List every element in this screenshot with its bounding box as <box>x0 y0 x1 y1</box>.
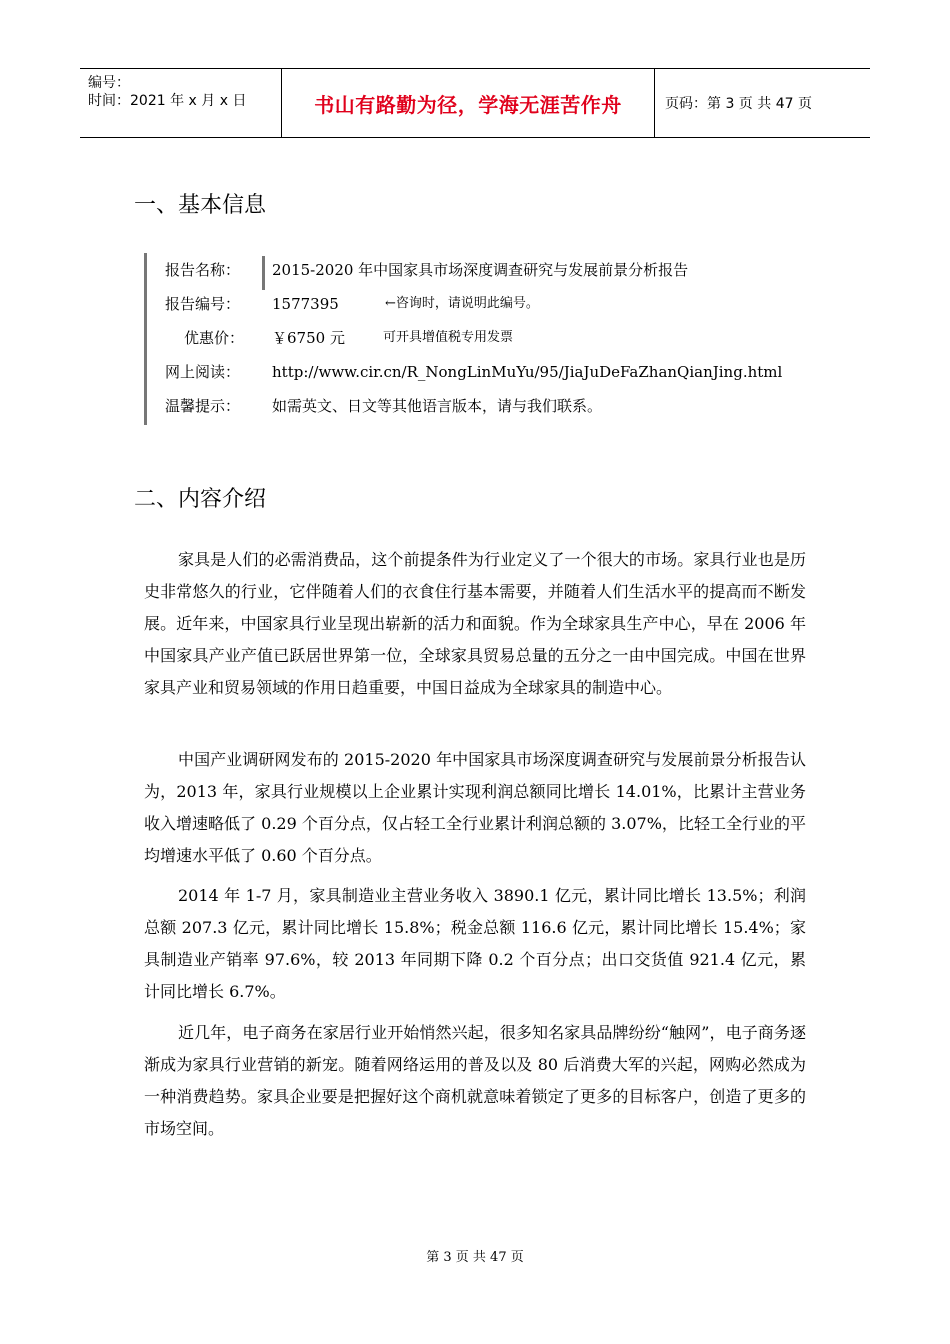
section-title-basic-info: 一、基本信息 <box>134 193 267 218</box>
online-read-link[interactable]: http://www.cir.cn/R_NongLinMuYu/95/JiaJuDeFaZhanQianJing.html <box>272 363 783 381</box>
tip-label: 温馨提示： <box>165 397 241 415</box>
report-name-value: 2015-2020 年中国家具市场深度调查研究与发展前景分析报告 <box>272 261 689 279</box>
paragraph-3: 2014 年 1-7 月，家具制造业主营业务收入 3890.1 亿元，累计同比增长 13.5%；利润总额 207.3 亿元，累计同比增长 15.8%；税金总额 116.6 亿元，累计同比增长 15.4%；家具制造业产销率 97.6%，较 2013 年同期下降 0.2 个百分点；出口交货值 921.4 亿元，累计同比增长 6.7%。 <box>144 886 806 1001</box>
online-read-label: 网上阅读： <box>165 363 241 381</box>
report-code-value: 1577395 <box>272 295 339 313</box>
price-label: 优惠价： <box>184 329 245 347</box>
report-name-label: 报告名称： <box>165 261 241 279</box>
page-footer: 第 3 页 共 47 页 <box>426 1250 524 1265</box>
document-code-label: 编号： <box>88 75 130 91</box>
document-time-label: 时间：2021 年 x 月 x 日 <box>88 93 247 109</box>
page-header <box>80 68 870 138</box>
info-divider <box>262 256 265 290</box>
price-note: 可开具增值税专用发票 <box>383 330 514 345</box>
header-page-cell <box>655 69 870 137</box>
paragraph-2: 中国产业调研网发布的 2015-2020 年中国家具市场深度调查研究与发展前景分析报告认为，2013 年，家具行业规模以上企业累计实现利润总额同比增长 14.01%，比累计主营业务收入增速略低了 0.29 个百分点，仅占轻工全行业累计利润总额的 3.07%，比轻工全行业的平均增速水平低了 0.60 个百分点。 <box>144 750 806 865</box>
report-code-label: 报告编号： <box>165 295 241 313</box>
price-value: ￥6750 元 <box>272 329 345 347</box>
report-code-note: ←咨询时，请说明此编号。 <box>385 296 539 311</box>
header-motto: 书山有路勤为径，学海无涯苦作舟 <box>314 92 622 117</box>
header-motto-cell <box>281 69 655 137</box>
paragraph-1: 家具是人们的必需消费品，这个前提条件为行业定义了一个很大的市场。家具行业也是历史非常悠久的行业，它伴随着人们的衣食住行基本需要，并随着人们生活水平的提高而不断发展。近年来，中国家具行业呈现出崭新的活力和面貌。作为全球家具生产中心，早在 2006 年中国家具产业产值已跃居世界第一位，全球家具贸易总量的五分之一由中国完成。中国在世界家具产业和贸易领域的作用日趋重要，中国日益成为全球家具的制造中心。 <box>144 550 806 697</box>
header-meta-cell <box>80 69 280 137</box>
report-info-block <box>144 253 827 425</box>
tip-value: 如需英文、日文等其他语言版本，请与我们联系。 <box>272 397 603 415</box>
section-title-content: 二、内容介绍 <box>134 487 267 512</box>
header-page-number: 页码：第 3 页 共 47 页 <box>665 96 812 112</box>
paragraph-4: 近几年，电子商务在家居行业开始悄然兴起，很多知名家具品牌纷纷“触网”，电子商务逐渐成为家具行业营销的新宠。随着网络运用的普及以及 80 后消费大军的兴起，网购必然成为一种消费趋势。家具企业要是把握好这个商机就意味着锁定了更多的目标客户，创造了更多的市场空间。 <box>144 1023 806 1138</box>
